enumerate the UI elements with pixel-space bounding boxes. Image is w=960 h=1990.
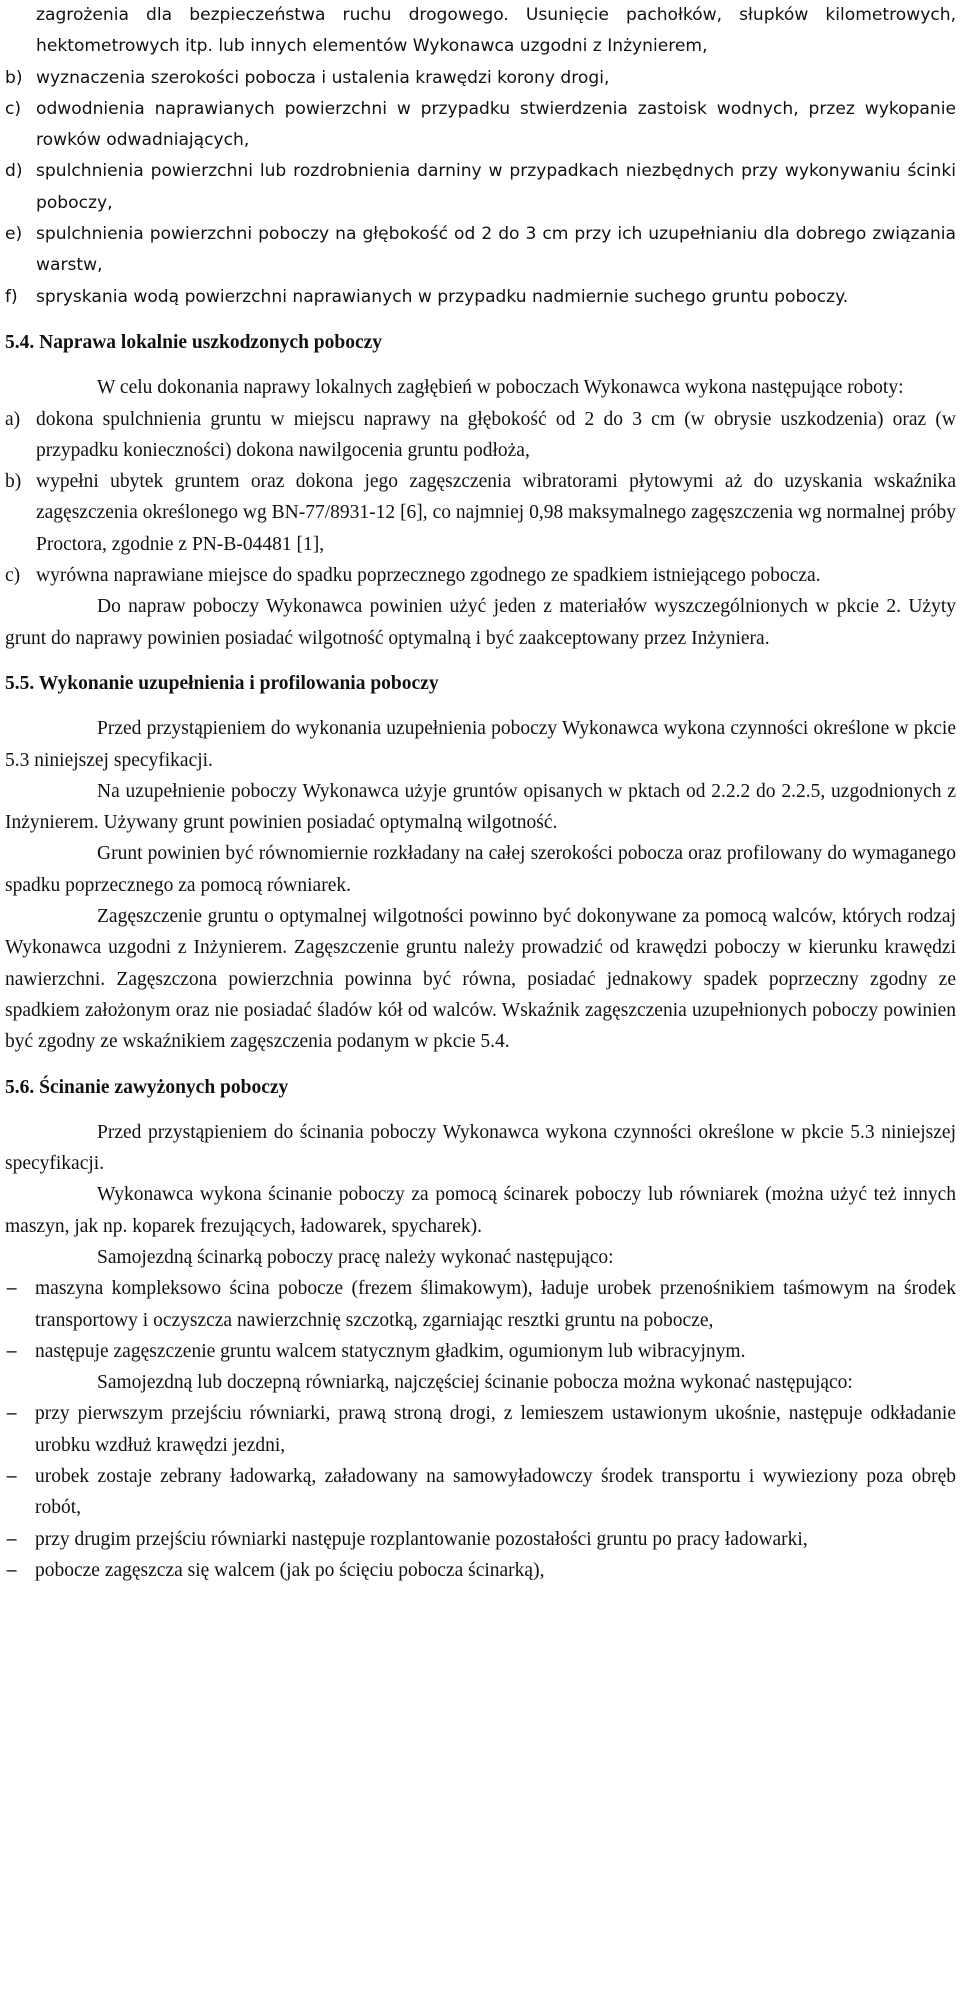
list-text: odwodnienia naprawianych powierzchni w przypadku stwierdzenia zastoisk wodnych, przez wykopanie rowków odwadniających,: [36, 98, 956, 151]
list-item: [5, 156, 956, 219]
paragraph: Do napraw poboczy Wykonawca powinien użyć jeden z materiałów wyszczególnionych w pkcie 2. Użyty grunt do naprawy powinien posiadać wilgotność optymalną i być zaakceptowany przez Inżyniera.: [5, 596, 956, 649]
list-label: e): [5, 224, 23, 245]
dash-list: [5, 1398, 956, 1586]
list-text: dokona spulchnienia gruntu w miejscu naprawy na głębokość od 2 do 3 cm (w obrysie uszkodzenia) oraz (w przypadku konieczności) dokona nawilgocenia gruntu podłoża,: [36, 408, 956, 461]
list-label: b): [5, 67, 23, 88]
list-label: d): [5, 161, 23, 182]
list-item: [5, 1398, 956, 1461]
list-item: [5, 1555, 956, 1586]
list-text: wypełni ubytek gruntem oraz dokona jego zagęszczenia wibratorami płytowymi aż do uzyskania wskaźnika zagęszczenia określonego wg BN-77/8931-12 [6], co najmniej 0,98 maksymalnego zagęszczenia wg normalnej próby Proctora, zgodnie z PN-B-04481 [1],: [36, 471, 956, 555]
list-label: c): [5, 98, 22, 119]
list-text: spryskania wodą powierzchni naprawianych w przypadku nadmiernie suchego gruntu poboczy.: [36, 286, 849, 307]
list-item: [5, 1273, 956, 1336]
section-heading-5-4: 5.4. Naprawa lokalnie uszkodzonych poboczy: [5, 331, 383, 353]
list-item: [5, 466, 956, 560]
list-text: wyrówna naprawiane miejsce do spadku poprzecznego zgodnego ze spadkiem istniejącego pobocza.: [36, 565, 821, 587]
dash-bullet: −: [5, 1529, 19, 1549]
list-text: pobocze zagęszcza się walcem (jak po ścięciu pobocza ścinarką),: [35, 1559, 545, 1581]
list-label: b): [5, 471, 22, 493]
list-item: [5, 1336, 956, 1367]
paragraph: Samojezdną ścinarką poboczy pracę należy wykonać następująco:: [97, 1246, 614, 1268]
list-item: [5, 219, 956, 282]
list-item: [5, 1461, 956, 1524]
list-item: [5, 94, 956, 157]
dash-bullet: −: [5, 1279, 19, 1299]
paragraph: Na uzupełnienie poboczy Wykonawca użyje gruntów opisanych w pktach od 2.2.2 do 2.2.5, uzgodnionych z Inżynierem. Używany grunt powinien posiadać optymalną wilgotność.: [5, 780, 956, 834]
list-label: f): [5, 286, 18, 307]
list-text: wyznaczenia szerokości pobocza i ustalenia krawędzi korony drogi,: [36, 67, 610, 88]
paragraph: Przed przystąpieniem do wykonania uzupełnienia poboczy Wykonawca wykona czynności określone w pkcie 5.3 niniejszej specyfikacji.: [5, 718, 956, 771]
list-text: spulchnienia powierzchni lub rozdrobnienia darniny w przypadkach niezbędnych przy wykonywaniu ścinki poboczy,: [36, 161, 956, 213]
list-item: [5, 560, 956, 591]
list-label: a): [5, 408, 21, 430]
dash-list: [5, 1273, 956, 1367]
list-text: spulchnienia powierzchni poboczy na głębokość od 2 do 3 cm przy ich uzupełnianiu dla dobrego związania warstw,: [36, 224, 956, 276]
list-label: c): [5, 565, 21, 587]
list-text: maszyna kompleksowo ścina pobocze (frezem ślimakowym), ładuje urobek przenośnikiem taśmowym na środek transportowy i oczyszcza nawierzchnię szczotką, zgarniając resztki gruntu na pobocze,: [35, 1278, 956, 1331]
list-item: [5, 63, 956, 94]
dash-bullet: −: [5, 1341, 19, 1361]
paragraph: W celu dokonania naprawy lokalnych zagłębień w poboczach Wykonawca wykona następujące roboty:: [97, 377, 904, 399]
section-heading-5-6: 5.6. Ścinanie zawyżonych poboczy: [5, 1076, 289, 1098]
list-text: przy drugim przejściu równiarki następuje rozplantowanie pozostałości gruntu po pracy ładowarki,: [35, 1528, 808, 1550]
list-text: urobek zostaje zebrany ładowarką, załadowany na samowyładowczy środek transportu i wywieziony poza obręb robót,: [35, 1466, 956, 1519]
dash-bullet: −: [5, 1467, 19, 1487]
intro-section: [5, 0, 956, 313]
list-text: przy pierwszym przejściu równiarki, prawą stroną drogi, z lemieszem ustawionym ukośnie, następuje odkładanie urobku wzdłuż krawędzi jezdni,: [35, 1403, 956, 1456]
list-item: [5, 0, 956, 63]
paragraph: Przed przystąpieniem do ścinania poboczy Wykonawca wykona czynności określone w pkcie 5.3 niniejszej specyfikacji.: [5, 1121, 956, 1175]
list-item: [5, 282, 956, 313]
paragraph: Wykonawca wykona ścinanie poboczy za pomocą ścinarek poboczy lub równiarek (można użyć też innych maszyn, jak np. koparek frezujących, ładowarek, spycharek).: [5, 1184, 956, 1237]
paragraph: Grunt powinien być równomiernie rozkładany na całej szerokości pobocza oraz profilowany do wymaganego spadku poprzecznego za pomocą równiarek.: [5, 843, 956, 896]
dash-bullet: −: [5, 1560, 19, 1580]
list: [5, 404, 956, 592]
paragraph: Samojezdną lub doczepną równiarką, najczęściej ścinanie pobocza można wykonać następująco:: [97, 1372, 853, 1394]
list-text: następuje zagęszczenie gruntu walcem statycznym gładkim, ogumionym lub wibracyjnym.: [35, 1340, 746, 1362]
paragraph: zagrożenia dla bezpieczeństwa ruchu drogowego. Usunięcie pachołków, słupków kilometrowych, hektometrowych itp. lub innych elementów Wykonawca uzgodni z Inżynierem,: [36, 5, 956, 57]
list-item: [5, 404, 956, 467]
section-heading-5-5: 5.5. Wykonanie uzupełnienia i profilowania poboczy: [5, 672, 439, 694]
list-item: [5, 1524, 956, 1555]
paragraph: Zagęszczenie gruntu o optymalnej wilgotności powinno być dokonywane za pomocą walców, których rodzaj Wykonawca uzgodni z Inżynierem. Zagęszczenie gruntu należy prowadzić od krawędzi poboczy w kierunku krawędzi nawierzchni. Zagęszczona powierzchnia powinna być równa, posiadać jednakowy spadek poprzeczny zgodny ze spadkiem założonym oraz nie posiadać śladów kół od walców. Wskaźnik zagęszczenia uzupełnionych poboczy powinien być zgodny ze wskaźnikiem zagęszczenia podanym w pkcie 5.4.: [5, 906, 956, 1053]
dash-bullet: −: [5, 1404, 19, 1424]
